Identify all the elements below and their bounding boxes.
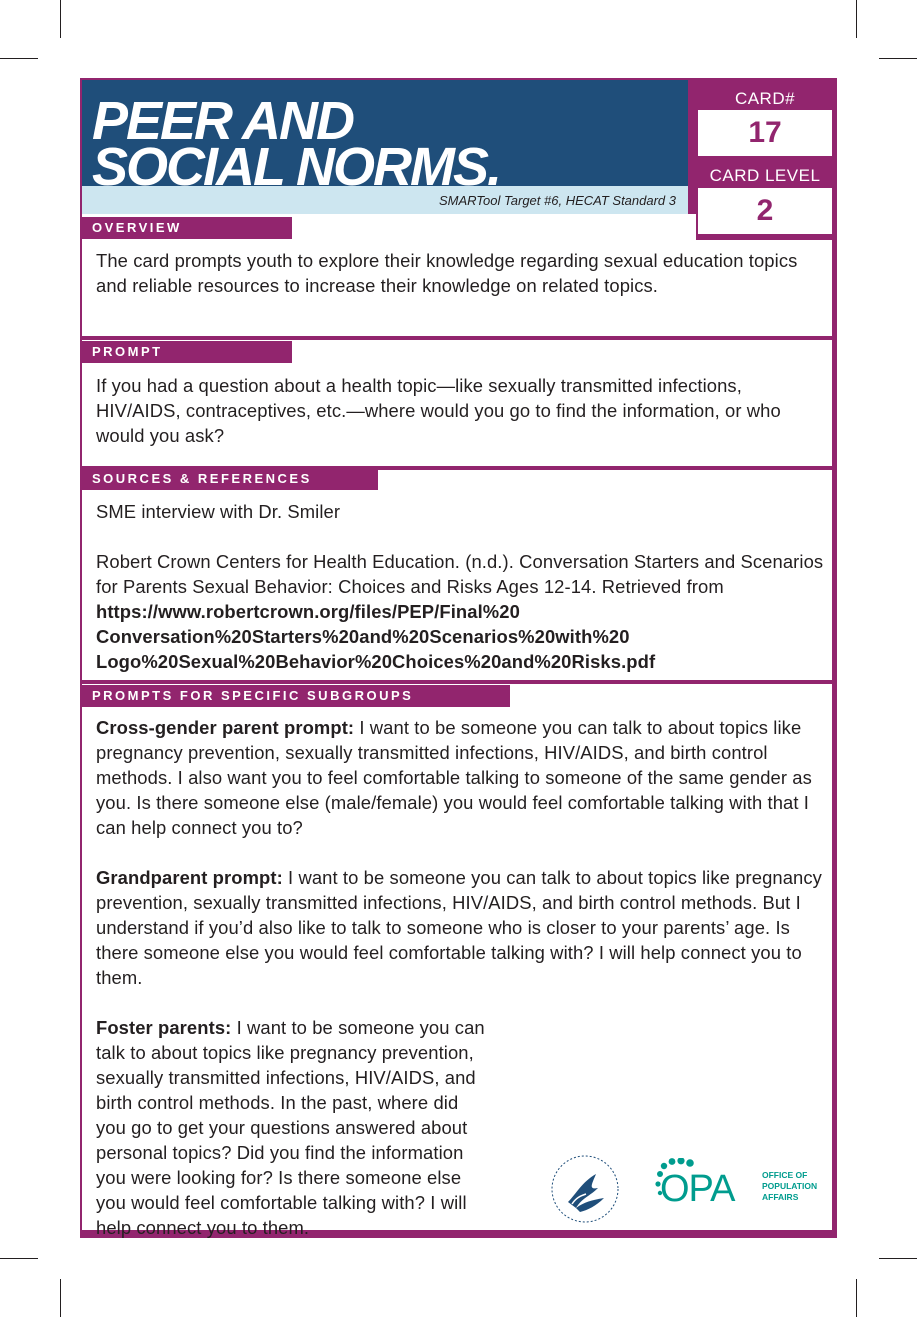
subgroup-heading: Grandparent prompt: bbox=[96, 867, 283, 888]
opa-line-1: OFFICE OF bbox=[762, 1170, 808, 1180]
subgroup-body: I want to be someone you can talk to about topics like pregnancy prevention, sexually transmitted infections, HIV/AIDS, and birth control methods. I also want you to feel comfortable talking to someone of the same gender as you. Is there someone else (male/female) you would feel comfortable talking with that I can help connect you to? bbox=[96, 717, 812, 838]
reference-2-text: Robert Crown Centers for Health Education. (n.d.). Conversation Starters and Scenarios for Parents Sexual Behavior: Choices and Risks Ages 12-14. Retrieved from bbox=[96, 551, 824, 597]
subgroups-label: PROMPTS FOR SPECIFIC SUBGROUPS bbox=[82, 685, 510, 707]
prompt-label: PROMPT bbox=[82, 341, 292, 363]
subgroup-body: I want to be someone you can talk to about topics like pregnancy prevention, sexually transmitted infections, HIV/AIDS, and birth control methods. But I understand if you’d also like to talk to someone who is closer to your parents’ age. Is there someone else you would feel comfortable talking with? I will help connect you to them. bbox=[96, 867, 822, 988]
crop-mark bbox=[856, 1279, 857, 1317]
card-level-label: CARD LEVEL bbox=[709, 166, 821, 185]
card-number-label: CARD# bbox=[734, 89, 796, 108]
prompt-paragraph: If you had a question about a health topic—like sexually transmitted infections, HIV/AIDS, contraceptives, etc.—where would you go to find the information, or who would you ask? bbox=[96, 375, 781, 446]
subgroup-heading: Cross-gender parent prompt: bbox=[96, 717, 355, 738]
crop-mark bbox=[856, 0, 857, 38]
crop-mark bbox=[879, 1258, 917, 1259]
crop-mark bbox=[0, 1258, 38, 1259]
crop-mark bbox=[0, 58, 38, 59]
sources-label: SOURCES & REFERENCES bbox=[82, 468, 378, 490]
opa-mark: OPA bbox=[660, 1168, 735, 1208]
prompt-text bbox=[96, 373, 826, 448]
opa-logo-icon bbox=[652, 1158, 828, 1208]
crop-mark bbox=[879, 58, 917, 59]
sources-text bbox=[96, 499, 826, 674]
card-level: 2 bbox=[698, 188, 832, 234]
crop-mark bbox=[60, 0, 61, 38]
reference-1: SME interview with Dr. Smiler bbox=[96, 501, 341, 522]
opa-line-2: POPULATION bbox=[762, 1181, 818, 1191]
page-title-line-2: SOCIAL NORMS. bbox=[92, 137, 501, 186]
subgroup-cross-gender bbox=[96, 715, 826, 840]
overview-paragraph: The card prompts youth to explore their knowledge regarding sexual education topics and reliable resources to increase their knowledge on related topics. bbox=[96, 250, 798, 296]
crop-mark bbox=[60, 1279, 61, 1317]
subgroup-heading: Foster parents: bbox=[96, 1017, 232, 1038]
page-title-line-1: PEER AND bbox=[92, 91, 354, 151]
subgroup-body: I want to be someone you can talk to about topics like pregnancy prevention, sexually transmitted infections, HIV/AIDS, and birth control methods. In the past, where did you go to get your questions answered about personal topics? Did you find the information you were looking for? Is there someone else you would feel comfortable talking with? I will help connect you to them. bbox=[96, 1017, 485, 1238]
reference-2-url[interactable]: https://www.robertcrown.org/files/PEP/Final%20 Conversation%20Starters%20and%20Scenarios%20with%20 Logo%20Sexual%20Behavior%20Choices%20and%20Risks.pdf bbox=[96, 601, 656, 672]
subtitle-strip bbox=[82, 186, 688, 214]
card-number: 17 bbox=[698, 110, 832, 156]
title-block bbox=[82, 80, 688, 186]
hhs-seal-icon bbox=[546, 1152, 624, 1226]
opa-line-3: AFFAIRS bbox=[762, 1192, 799, 1202]
overview-text bbox=[96, 248, 826, 298]
subtitle: SMARTool Target #6, HECAT Standard 3 bbox=[438, 193, 676, 208]
reference-2 bbox=[96, 549, 826, 674]
subgroup-grandparent bbox=[96, 865, 826, 990]
overview-label: OVERVIEW bbox=[82, 217, 292, 239]
